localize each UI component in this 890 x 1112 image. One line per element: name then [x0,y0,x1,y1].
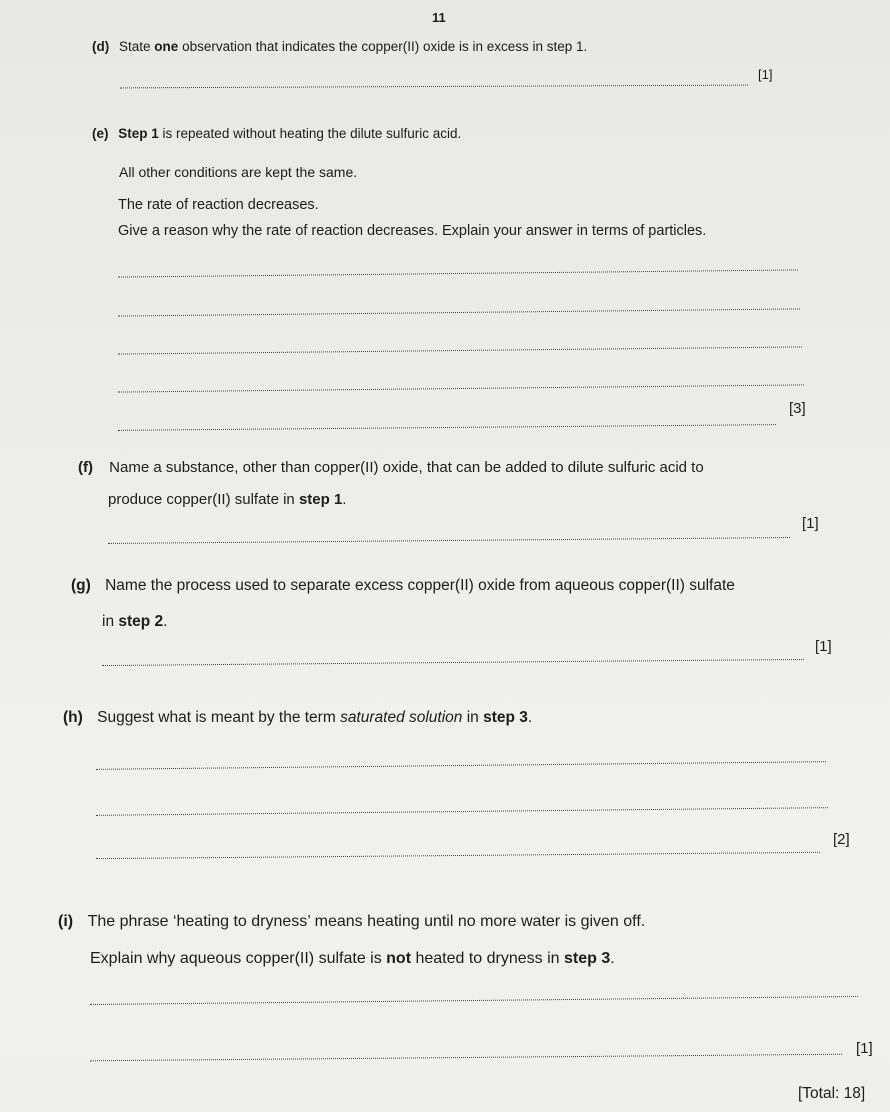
page-number: 11 [432,10,446,25]
question-g-label: (g) [71,577,91,594]
question-d-label: (d) [92,39,110,54]
question-f-label: (f) [78,459,93,476]
question-f-line-2-post: . [342,491,347,508]
answer-line-d-1[interactable] [120,85,748,89]
question-f-line-1-text: Name a substance, other than copper(II) oxide, that can be added to dilute sulfuric acid to [109,459,704,476]
marks-f: [1] [802,515,819,532]
question-e-line-1-text: is repeated without heating the dilute sulfuric acid. [158,126,462,141]
answer-line-e-5[interactable] [118,424,776,431]
marks-i: [1] [856,1040,873,1057]
question-f-line-1 [78,459,704,477]
question-i-line-2-post: . [610,950,615,967]
question-e-line-3: The rate of reaction decreases. [118,197,319,213]
question-i-not-bold: not [386,950,412,967]
question-e-label: (e) [92,126,109,141]
question-h-text-mid: in [462,709,484,726]
answer-line-e-2[interactable] [118,308,800,316]
marks-e: [3] [789,400,806,417]
answer-line-e-3[interactable] [118,346,802,354]
answer-line-i-1[interactable] [90,996,858,1005]
question-g-step-bold: step 2 [118,613,164,630]
question-e-line-4: Give a reason why the rate of reaction decreases. Explain your answer in terms of particles. [118,223,707,239]
question-g-line-2-post: . [163,613,168,630]
question-h-step-bold: step 3 [483,709,528,726]
question-i-step-bold: step 3 [564,950,611,967]
question-g-line-1-text: Name the process used to separate excess copper(II) oxide from aqueous copper(II) sulfate [105,577,735,594]
total-marks: [Total: 18] [798,1085,866,1102]
question-d-text [119,39,587,54]
question-i-label: (i) [58,913,74,930]
question-g-line-1 [71,577,735,595]
marks-h: [2] [833,831,850,848]
question-h-label: (h) [63,709,83,726]
answer-line-g-1[interactable] [102,659,804,666]
question-f-line-2 [108,491,346,509]
question-e-step-bold: Step 1 [118,126,159,141]
answer-line-h-3[interactable] [96,852,820,859]
answer-line-h-1[interactable] [96,761,826,770]
answer-line-h-2[interactable] [96,807,828,816]
marks-d: [1] [758,67,773,82]
question-h [63,709,532,727]
question-h-text-post: . [527,709,533,726]
question-i-line-1-text: The phrase ‘heating to dryness’ means heating until no more water is given off. [87,913,646,930]
question-e-line-2: All other conditions are kept the same. [119,164,358,180]
question-d-text-post: observation that indicates the copper(II) oxide is in excess in step 1. [178,39,588,54]
question-d-text-pre: State [119,39,155,54]
question-g-line-2-pre: in [102,613,119,630]
answer-line-f-1[interactable] [108,537,790,544]
question-i-line-2 [90,950,615,968]
answer-line-e-4[interactable] [118,384,804,392]
question-i-line-1 [58,913,645,931]
question-d-text-bold: one [154,39,179,54]
marks-g: [1] [815,638,832,655]
answer-line-i-2[interactable] [90,1054,842,1062]
question-f-line-2-pre: produce copper(II) sulfate in [108,491,299,508]
question-h-term-italic: saturated solution [340,709,463,726]
question-g-line-2 [102,613,168,631]
question-i-line-2-pre: Explain why aqueous copper(II) sulfate is [90,950,387,967]
question-d [92,38,587,56]
answer-line-e-1[interactable] [118,269,798,277]
question-e-line-1 [92,125,461,143]
question-f-step-bold: step 1 [298,491,343,508]
question-h-text-pre: Suggest what is meant by the term [97,709,341,726]
question-i-line-2-mid: heated to dryness in [411,950,565,967]
